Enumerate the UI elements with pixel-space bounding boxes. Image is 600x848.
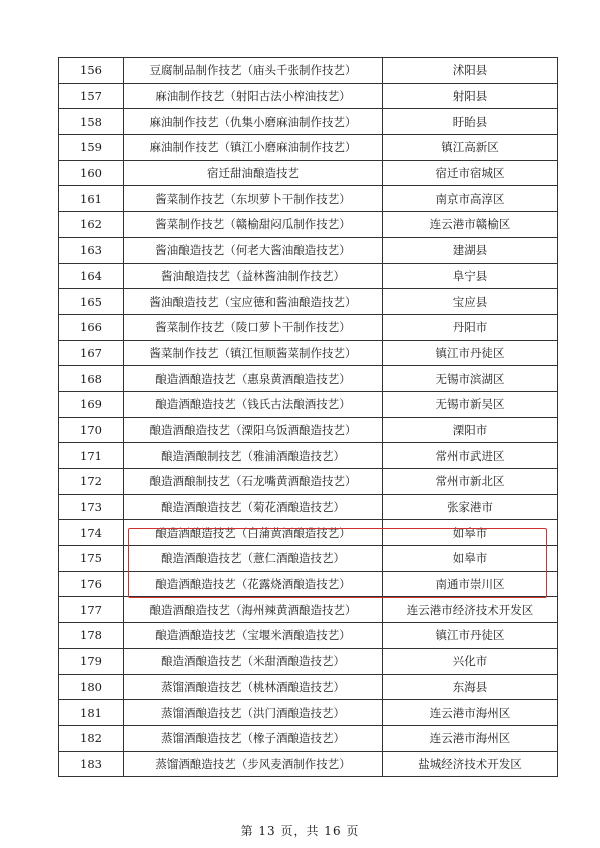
table-row (59, 289, 558, 315)
row-number-cell: 159 (59, 135, 124, 161)
region-cell: 建湖县 (383, 237, 558, 263)
row-number-cell: 166 (59, 314, 124, 340)
project-name-cell: 酿造酒酿造技艺（溧阳乌饭酒酿造技艺） (124, 417, 383, 443)
project-name-cell: 蒸馏酒酿造技艺（桃林酒酿造技艺） (124, 674, 383, 700)
project-name-cell: 酱油酿造技艺（益林酱油制作技艺） (124, 263, 383, 289)
table-row (59, 623, 558, 649)
row-number-cell: 170 (59, 417, 124, 443)
row-number-cell: 172 (59, 469, 124, 495)
table-row (59, 340, 558, 366)
project-name-cell: 酱油酿造技艺（何老大酱油酿造技艺） (124, 237, 383, 263)
region-cell: 兴化市 (383, 648, 558, 674)
table-row (59, 160, 558, 186)
project-name-cell: 宿迁甜油酿造技艺 (124, 160, 383, 186)
table-row (59, 212, 558, 238)
region-cell: 连云港市海州区 (383, 725, 558, 751)
row-number-cell: 175 (59, 546, 124, 572)
region-cell: 溧阳市 (383, 417, 558, 443)
region-cell: 镇江市丹徒区 (383, 340, 558, 366)
project-name-cell: 蒸馏酒酿造技艺（步风麦酒制作技艺） (124, 751, 383, 777)
project-name-cell: 麻油制作技艺（仇集小磨麻油制作技艺） (124, 109, 383, 135)
project-name-cell: 酱油酿造技艺（宝应德和酱油酿造技艺） (124, 289, 383, 315)
project-name-cell: 酿造酒酿制技艺（雅浦酒酿造技艺） (124, 443, 383, 469)
project-name-cell: 酿造酒酿造技艺（宝堰米酒酿造技艺） (124, 623, 383, 649)
project-name-cell: 酿造酒酿造技艺（花露烧酒酿造技艺） (124, 571, 383, 597)
row-number-cell: 157 (59, 83, 124, 109)
table-row (59, 725, 558, 751)
table-body (59, 58, 558, 777)
region-cell: 南通市崇川区 (383, 571, 558, 597)
region-cell: 镇江高新区 (383, 135, 558, 161)
row-number-cell: 156 (59, 58, 124, 84)
project-name-cell: 酿造酒酿造技艺（白蒲黄酒酿造技艺） (124, 520, 383, 546)
table-row (59, 700, 558, 726)
table-row (59, 417, 558, 443)
region-cell: 盐城经济技术开发区 (383, 751, 558, 777)
row-number-cell: 173 (59, 494, 124, 520)
region-cell: 南京市高淳区 (383, 186, 558, 212)
red-highlight-box (128, 528, 547, 598)
row-number-cell: 180 (59, 674, 124, 700)
table-row (59, 751, 558, 777)
region-cell: 常州市新北区 (383, 469, 558, 495)
region-cell: 如皋市 (383, 520, 558, 546)
row-number-cell: 183 (59, 751, 124, 777)
table-row (59, 237, 558, 263)
region-cell: 东海县 (383, 674, 558, 700)
row-number-cell: 160 (59, 160, 124, 186)
row-number-cell: 158 (59, 109, 124, 135)
project-name-cell: 酿造酒酿造技艺（薏仁酒酿造技艺） (124, 546, 383, 572)
heritage-list-table (58, 57, 558, 777)
row-number-cell: 167 (59, 340, 124, 366)
project-name-cell: 酿造酒酿造技艺（钱氏古法酿酒技艺） (124, 391, 383, 417)
project-name-cell: 蒸馏酒酿造技艺（橡子酒酿造技艺） (124, 725, 383, 751)
project-name-cell: 酱菜制作技艺（镇江恒顺酱菜制作技艺） (124, 340, 383, 366)
project-name-cell: 酿造酒酿造技艺（惠泉黄酒酿造技艺） (124, 366, 383, 392)
row-number-cell: 182 (59, 725, 124, 751)
row-number-cell: 178 (59, 623, 124, 649)
project-name-cell: 酱菜制作技艺（东坝萝卜干制作技艺） (124, 186, 383, 212)
table-row (59, 469, 558, 495)
region-cell: 无锡市滨湖区 (383, 366, 558, 392)
region-cell: 无锡市新吴区 (383, 391, 558, 417)
region-cell: 连云港市经济技术开发区 (383, 597, 558, 623)
table-row (59, 494, 558, 520)
table-row (59, 135, 558, 161)
row-number-cell: 168 (59, 366, 124, 392)
row-number-cell: 179 (59, 648, 124, 674)
project-name-cell: 酱菜制作技艺（陵口萝卜干制作技艺） (124, 314, 383, 340)
project-name-cell: 酿造酒酿造技艺（菊花酒酿造技艺） (124, 494, 383, 520)
project-name-cell: 豆腐制品制作技艺（庙头千张制作技艺） (124, 58, 383, 84)
region-cell: 常州市武进区 (383, 443, 558, 469)
region-cell: 宝应县 (383, 289, 558, 315)
row-number-cell: 174 (59, 520, 124, 546)
region-cell: 射阳县 (383, 83, 558, 109)
project-name-cell: 酿造酒酿制技艺（石龙嘴黄酒酿造技艺） (124, 469, 383, 495)
row-number-cell: 176 (59, 571, 124, 597)
row-number-cell: 169 (59, 391, 124, 417)
table-row (59, 83, 558, 109)
row-number-cell: 164 (59, 263, 124, 289)
table-row (59, 314, 558, 340)
region-cell: 丹阳市 (383, 314, 558, 340)
row-number-cell: 165 (59, 289, 124, 315)
project-name-cell: 酱菜制作技艺（赣榆甜闷瓜制作技艺） (124, 212, 383, 238)
row-number-cell: 162 (59, 212, 124, 238)
table-row (59, 58, 558, 84)
project-name-cell: 蒸馏酒酿造技艺（洪门酒酿造技艺） (124, 700, 383, 726)
row-number-cell: 163 (59, 237, 124, 263)
table-row (59, 366, 558, 392)
page-footer: 第 13 页，共 16 页 (240, 824, 360, 838)
region-cell: 连云港市海州区 (383, 700, 558, 726)
project-name-cell: 酿造酒酿造技艺（海州辣黄酒酿造技艺） (124, 597, 383, 623)
table-row (59, 186, 558, 212)
region-cell: 盱眙县 (383, 109, 558, 135)
project-name-cell: 酿造酒酿造技艺（米甜酒酿造技艺） (124, 648, 383, 674)
row-number-cell: 177 (59, 597, 124, 623)
row-number-cell: 181 (59, 700, 124, 726)
region-cell: 如皋市 (383, 546, 558, 572)
region-cell: 阜宁县 (383, 263, 558, 289)
project-name-cell: 麻油制作技艺（镇江小磨麻油制作技艺） (124, 135, 383, 161)
region-cell: 镇江市丹徒区 (383, 623, 558, 649)
region-cell: 沭阳县 (383, 58, 558, 84)
region-cell: 张家港市 (383, 494, 558, 520)
table-row (59, 597, 558, 623)
row-number-cell: 171 (59, 443, 124, 469)
table-row (59, 391, 558, 417)
row-number-cell: 161 (59, 186, 124, 212)
table-row (59, 674, 558, 700)
table-row (59, 263, 558, 289)
table-row (59, 648, 558, 674)
region-cell: 连云港市赣榆区 (383, 212, 558, 238)
project-name-cell: 麻油制作技艺（射阳古法小榨油技艺） (124, 83, 383, 109)
region-cell: 宿迁市宿城区 (383, 160, 558, 186)
table-row (59, 109, 558, 135)
table-row (59, 443, 558, 469)
